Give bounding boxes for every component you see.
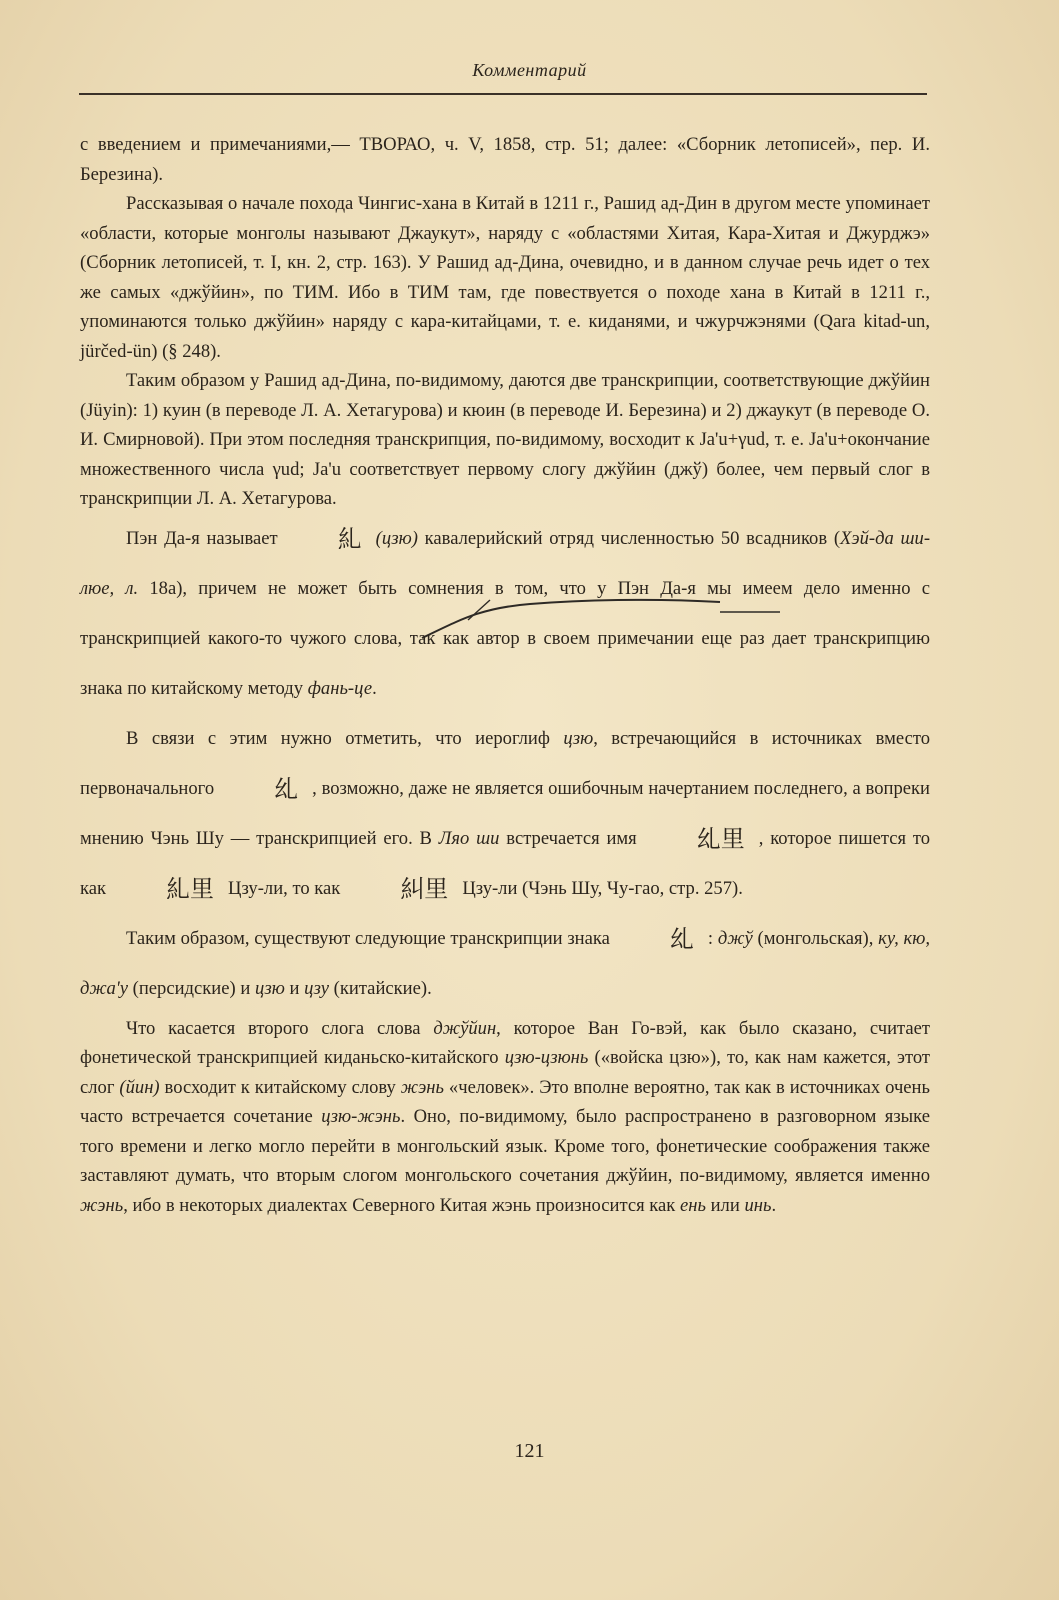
p6-text: (персидские) и xyxy=(132,977,251,999)
p6-chinese-2: цзу xyxy=(304,977,329,999)
glyph-jiu: 糺 xyxy=(337,524,362,553)
p5-text: встречается имя xyxy=(506,827,637,849)
p7-term: цзю-жэнь xyxy=(321,1106,401,1127)
paragraph-3: Таким образом у Рашид ад-Дина, по-видимому, даются две транскрипции, соответствующие джўйин (Jüyin): 1) куин (в переводе Л. А. Хетагурова) и кюин (в переводе И. Березина) и 2) джаукут (в переводе О. И. Смирновой). При этом последняя транскрипция, по-видимому, восходит к Ja'u+γud, т. е. Ja'u+окончание множественного числа γud; Ja'u соответствует первому слогу джўйин (джў) более, чем первый слог в транскрипции Л. А. Хетагурова. xyxy=(80,370,930,509)
p7-text: . Оно, по-видимому, было распространено в разговорном языке того времени и легко могло перейти в монгольский язык. Кроме того, фонетические соображения также заставляют думать, что вторым слогом монгольского сочетания джўйин, по-видимому, является именно xyxy=(80,1106,931,1186)
header-rule xyxy=(79,93,927,95)
p6-chinese-1: цзю xyxy=(254,977,285,999)
p5-text: Цзу-ли (Чэнь Шу, Чу-гао, стр. 257). xyxy=(462,877,743,899)
p4-text: Пэн Да-я называет xyxy=(126,527,278,549)
main-text xyxy=(80,130,930,1220)
p7-text: «человек». Это вполне вероятно, так как в источниках очень часто встречается сочетание xyxy=(80,1076,930,1127)
p4-text: . xyxy=(372,677,377,699)
glyph-original: 乣 xyxy=(274,774,299,803)
p7-term: инь xyxy=(744,1194,772,1216)
paragraph-4 xyxy=(80,514,930,714)
p6-persian: ку, кю, джа'у xyxy=(80,927,930,999)
p5-source: Ляо ши xyxy=(438,827,500,849)
glyph-zhu: 乣 xyxy=(669,924,694,953)
p4-source: Хэй-да ши-люе, л. xyxy=(80,527,931,599)
p5-text: , возможно, даже не является ошибочным начертанием последнего, а вопреки мнению Чэнь Шу — транскрипцией его. В xyxy=(80,777,930,849)
p7-text: («войска цзю»), то, как нам кажется, этот слог xyxy=(80,1047,931,1098)
paragraph-1: с введением и примечаниями,— ТВОРАО, ч. V, 1858, стр. 51; далее: «Сборник летописей», пер. И. Березина). xyxy=(80,134,930,185)
paragraph-7 xyxy=(80,1014,930,1221)
p6-text: : xyxy=(707,927,714,949)
p7-term: джўйин xyxy=(433,1017,497,1039)
page-number: 121 xyxy=(514,1440,545,1462)
p4-word: (цзю) xyxy=(375,527,418,549)
p6-mongolian: джў xyxy=(717,927,753,949)
p4-text: 18а), причем не может быть сомнения в том, что у Пэн Да-я мы имеем дело именно с транскрипцией какого-то чужого слова, так как автор в своем примечании еще раз дает транскрипцию знака по китайскому методу xyxy=(80,577,930,699)
p7-text: , ибо в некоторых диалектах Северного Китая жэнь произносится как xyxy=(123,1194,676,1216)
p6-text: (китайские). xyxy=(333,977,432,999)
p6-text: (монгольская), xyxy=(757,927,874,949)
p7-text: . xyxy=(771,1194,777,1216)
p7-text: , которое Ван Го-вэй, как было сказано, считает фонетической транскрипцией киданьско-китайского xyxy=(80,1017,930,1068)
p4-method: фань-це xyxy=(307,677,373,699)
p5-text: , которое пишется то как xyxy=(80,827,931,899)
running-title: Комментарий xyxy=(472,60,587,80)
paragraph-2: Рассказывая о начале похода Чингис-хана в Китай в 1211 г., Рашид ад-Дин в другом месте упоминает «области, которые монголы называют Джаукут», наряду с «областями Хитая, Кара-Хитая и Джурджэ» (Сборник летописей, т. I, кн. 2, стр. 163). У Рашид ад-Дина, очевидно, и в данном случае речь идет о тех же самых «джўйин», по ТИМ. Ибо в ТИМ там, где повествуется о походе хана в Китай в 1211 г., упоминаются только джўйин» наряду с кара-китайцами, т. е. киданями, и чжурчжэнями (Qara kitad-un, jürčed-ün) (§ 248). xyxy=(80,193,930,362)
p7-text: или xyxy=(710,1194,740,1216)
glyph-variant-a: 糺里 xyxy=(166,874,215,903)
glyph-variant-b: 糾里 xyxy=(400,874,449,903)
p7-text: Что касается второго слога слова xyxy=(126,1017,421,1039)
p7-text: восходит к китайскому слову xyxy=(164,1076,396,1098)
p5-text: , встречающийся в источниках вместо первоначального xyxy=(80,727,931,799)
p5-word: цзю xyxy=(563,727,594,749)
paragraph-6 xyxy=(80,914,930,1014)
p7-term: (йин) xyxy=(119,1076,160,1098)
p5-text: Цзу-ли, то как xyxy=(228,877,341,899)
glyph-name: 乣里 xyxy=(696,824,745,853)
paragraph-5 xyxy=(80,714,930,914)
p6-text: Таким образом, существуют следующие транскрипции знака xyxy=(126,927,610,949)
p7-term: жэнь xyxy=(80,1194,124,1216)
p6-text: и xyxy=(289,977,300,999)
p5-text: В связи с этим нужно отметить, что иероглиф xyxy=(126,727,550,749)
p7-term: жэнь xyxy=(400,1076,444,1098)
p7-term: цзю-цзюнь xyxy=(504,1047,589,1068)
p7-term: ень xyxy=(680,1194,706,1216)
p4-text: кавалерийский отряд численностью 50 всадников ( xyxy=(424,527,841,549)
